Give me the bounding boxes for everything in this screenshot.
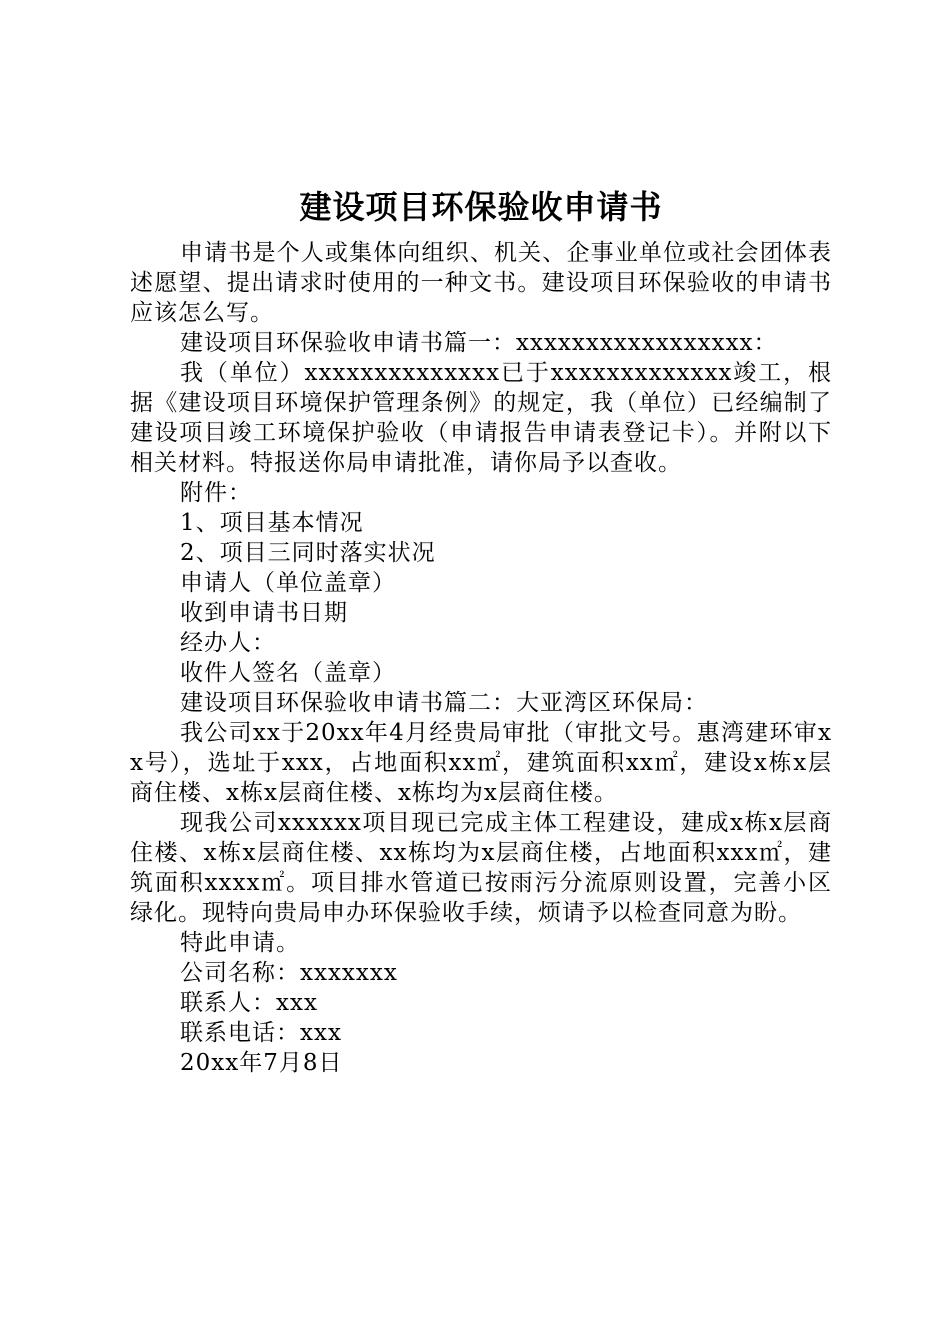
applicant-line: 申请人（单位盖章） bbox=[180, 570, 396, 596]
contact-person-line: 联系人：xxx bbox=[180, 990, 318, 1016]
attachment-item-1: 1、项目基本情况 bbox=[180, 510, 364, 536]
sample-two-body-2: 现我公司xxxxxx项目现已完成主体工程建设，建成x栋x层商住楼、x栋x层商住楼、xx栋均为x层商住楼，占地面积xxx㎡，建筑面积xxxx㎡。项目排水管道已按雨污分流原则设置，完善小区绿化。现特向贵局申办环保验收手续，烦请予以检查同意为盼。 bbox=[130, 810, 832, 926]
sample-two-heading: 建设项目环保验收申请书篇二：大亚湾区环保局： bbox=[180, 690, 708, 716]
document-page bbox=[130, 178, 832, 1078]
sample-two-body-1: 我公司xx于20xx年4月经贵局审批（审批文号。惠湾建环审xx号），选址于xxx，占地面积xx㎡，建筑面积xx㎡，建设x栋x层商住楼、x栋x层商住楼、x栋均为x层商住楼。 bbox=[130, 720, 832, 806]
date-line: 20xx年7月8日 bbox=[180, 1050, 343, 1076]
attachment-item-2: 2、项目三同时落实状况 bbox=[180, 540, 436, 566]
recipient-signature-line: 收件人签名（盖章） bbox=[180, 660, 396, 686]
contact-phone-line: 联系电话：xxx bbox=[180, 1020, 342, 1046]
document-title: 建设项目环保验收申请书 bbox=[299, 188, 663, 226]
intro-paragraph: 申请书是个人或集体向组织、机关、企事业单位或社会团体表述愿望、提出请求时使用的一种文书。建设项目环保验收的申请书应该怎么写。 bbox=[130, 240, 832, 326]
attachments-label: 附件： bbox=[180, 480, 252, 506]
company-name-line: 公司名称：xxxxxxx bbox=[180, 960, 398, 986]
closing-line: 特此申请。 bbox=[180, 930, 300, 956]
received-date-line: 收到申请书日期 bbox=[180, 600, 348, 626]
handler-line: 经办人： bbox=[180, 630, 276, 656]
sample-one-body: 我（单位）xxxxxxxxxxxxxx已于xxxxxxxxxxxxx竣工，根据《建设项目环境保护管理条例》的规定，我（单位）已经编制了建设项目竣工环境保护验收（申请报告申请表登记卡）。并附以下相关材料。特报送你局申请批准，请你局予以查收。 bbox=[130, 360, 832, 476]
sample-one-heading: 建设项目环保验收申请书篇一：xxxxxxxxxxxxxxxxx： bbox=[180, 330, 778, 356]
